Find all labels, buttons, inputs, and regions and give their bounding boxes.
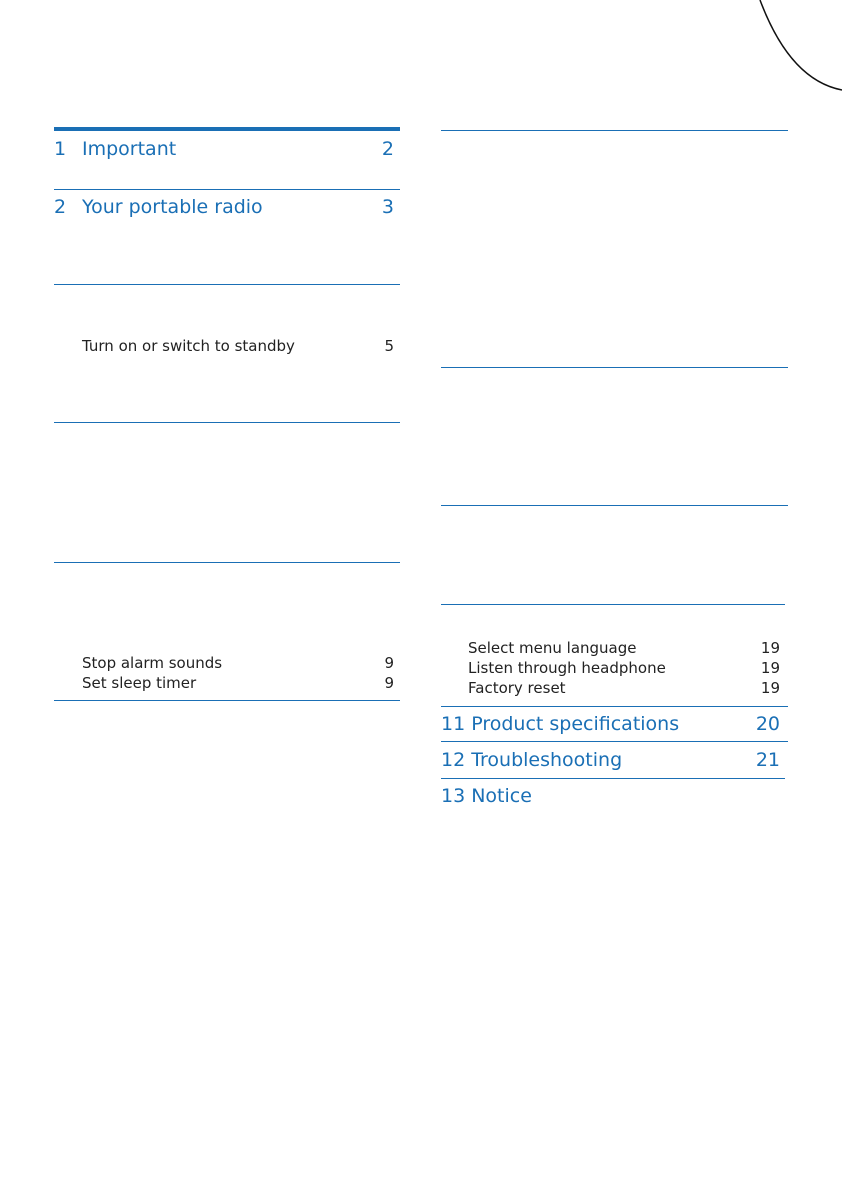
chapter-divider xyxy=(441,778,785,779)
toc-entry-stop-alarm[interactable]: Stop alarm sounds xyxy=(82,654,223,672)
chapter-divider xyxy=(441,604,785,605)
chapter-1-page[interactable]: 2 xyxy=(381,138,394,160)
chapter-13-title[interactable]: 13 Notice xyxy=(441,785,532,807)
toc-entry-sleep-timer-page[interactable]: 9 xyxy=(384,674,394,692)
chapter-divider xyxy=(54,284,400,285)
chapter-divider xyxy=(54,700,400,701)
chapter-11-title[interactable]: 11 Product specifications xyxy=(441,713,680,735)
chapter-12-page[interactable]: 21 xyxy=(755,749,780,771)
page-corner-curve xyxy=(0,0,842,100)
chapter-divider xyxy=(441,741,788,742)
chapter-divider xyxy=(54,189,400,190)
toc-entry-stop-alarm-page[interactable]: 9 xyxy=(384,654,394,672)
toc-entry-standby-page[interactable]: 5 xyxy=(384,337,394,355)
chapter-12-title[interactable]: 12 Troubleshooting xyxy=(441,749,623,771)
chapter-11-page[interactable]: 20 xyxy=(755,713,780,735)
toc-top-rule-left xyxy=(54,127,400,131)
chapter-1-number: 1 xyxy=(54,138,67,160)
toc-entry-headphone[interactable]: Listen through headphone xyxy=(468,659,666,677)
chapter-divider xyxy=(441,505,788,506)
chapter-1-title[interactable]: Important xyxy=(82,138,177,160)
chapter-2-page[interactable]: 3 xyxy=(381,196,394,218)
chapter-divider xyxy=(441,706,788,707)
toc-entry-sleep-timer[interactable]: Set sleep timer xyxy=(82,674,197,692)
toc-entry-menu-language-page[interactable]: 19 xyxy=(760,639,780,657)
chapter-2-title[interactable]: Your portable radio xyxy=(82,196,263,218)
toc-entry-factory-reset[interactable]: Factory reset xyxy=(468,679,566,697)
toc-entry-headphone-page[interactable]: 19 xyxy=(760,659,780,677)
toc-entry-factory-reset-page[interactable]: 19 xyxy=(760,679,780,697)
chapter-2-number: 2 xyxy=(54,196,67,218)
toc-top-rule-right xyxy=(441,130,788,131)
chapter-divider xyxy=(54,562,400,563)
chapter-divider xyxy=(441,367,788,368)
toc-entry-menu-language[interactable]: Select menu language xyxy=(468,639,637,657)
chapter-divider xyxy=(54,422,400,423)
toc-entry-standby[interactable]: Turn on or switch to standby xyxy=(82,337,295,355)
